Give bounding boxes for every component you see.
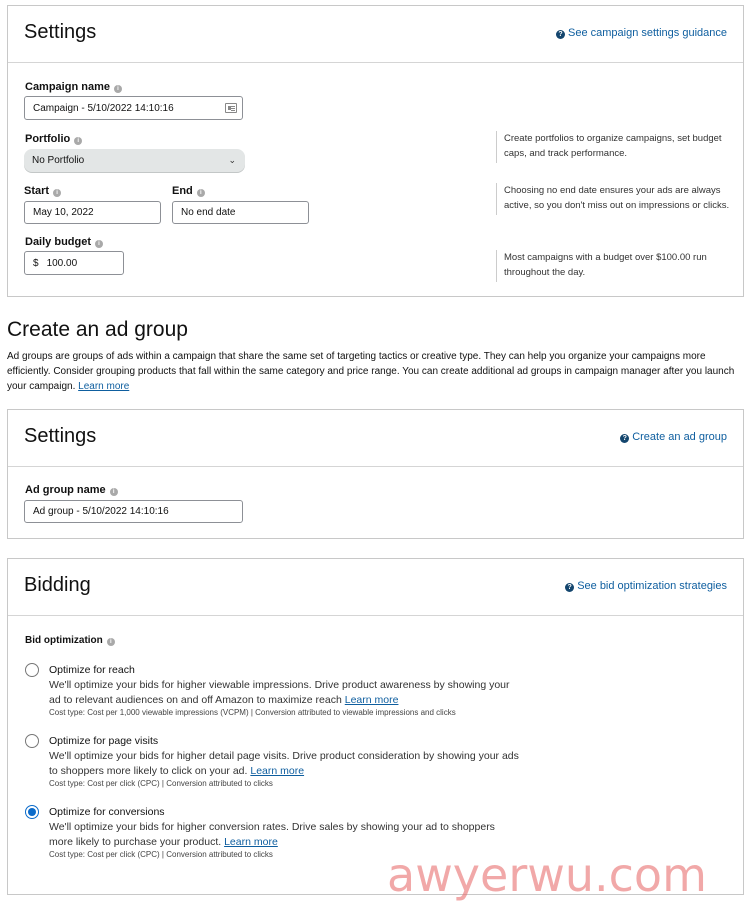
bid-option-cost-type: Cost type: Cost per click (CPC) | Conversion attributed to clicks [49,850,273,859]
info-icon: i [110,488,118,496]
budget-help-text: Most campaigns with a budget over $100.00 run throughout the day. [496,250,731,282]
ad-group-learn-more-link[interactable]: Learn more [78,381,130,392]
card-icon [225,103,237,113]
bidding-title: Bidding [24,574,91,596]
portfolio-label: Portfolio i [25,133,82,145]
bid-optimization-label: Bid optimization i [25,635,115,646]
bid-option-description: We'll optimize your bids for higher conversion rates. Drive sales by showing your ad to shoppers more likely to purchase your product. Learn more [49,821,495,848]
ad-group-section-title: Create an ad group [7,318,188,341]
info-icon: i [95,240,103,248]
bid-option-title: Optimize for page visits [49,735,159,747]
radio-button-selected[interactable] [25,805,39,819]
ad-group-section-description: Ad groups are groups of ads within a campaign that share the same set of targeting tactics or creative type. They can help you organize your campaigns more efficiently. Consider grouping products that fall within the same category and price range. You can create additional ad groups in campaign manager after you launch your campaign. Learn more [7,351,735,392]
watermark-text: awyerwu.com [387,848,707,902]
ad-group-settings-title: Settings [24,425,97,447]
chevron-down-icon: ⌄ [228,155,236,165]
campaign-name-label: Campaign name i [25,81,122,93]
end-date-input[interactable]: No end date [172,201,309,224]
start-label: Start i [24,185,61,197]
campaign-settings-header [8,6,743,63]
portfolio-help-text: Create portfolios to organize campaigns, set budget caps, and track performance. [496,131,731,163]
bid-option-title: Optimize for reach [49,664,135,676]
campaign-settings-card [7,5,744,297]
campaign-name-input[interactable]: Campaign - 5/10/2022 14:10:16 [24,96,243,120]
help-circle-icon: ? [565,583,574,592]
bid-option-description: We'll optimize your bids for higher detail page visits. Drive product consideration by showing your ads to shoppers more likely to click on your ad. Learn more [49,750,519,777]
info-icon: i [114,85,122,93]
bid-option-title: Optimize for conversions [49,806,165,818]
start-date-input[interactable]: May 10, 2022 [24,201,161,224]
ad-group-settings-card [7,409,744,539]
help-circle-icon: ? [556,30,565,39]
bid-option-page-visits[interactable] [25,734,525,790]
bid-option-reach[interactable] [25,663,525,719]
help-circle-icon: ? [620,434,629,443]
currency-symbol: $ [33,257,39,269]
dates-help-text: Choosing no end date ensures your ads are always active, so you don't miss out on impressions or clicks. [496,183,731,215]
campaign-settings-title: Settings [24,21,97,43]
daily-budget-label: Daily budget i [25,236,103,248]
end-label: End i [172,185,205,197]
learn-more-link[interactable]: Learn more [224,836,278,848]
bid-strategies-link[interactable]: ? See bid optimization strategies [565,580,727,592]
info-icon: i [107,638,115,646]
learn-more-link[interactable]: Learn more [250,765,305,777]
bidding-header [8,559,743,616]
bid-option-cost-type: Cost type: Cost per 1,000 viewable impressions (VCPM) | Conversion attributed to viewable impressions and clicks [49,708,456,717]
radio-button[interactable] [25,734,39,748]
create-ad-group-link[interactable]: ? Create an ad group [620,431,727,443]
ad-group-name-input[interactable]: Ad group - 5/10/2022 14:10:16 [24,500,243,523]
campaign-settings-guidance-link[interactable]: ? See campaign settings guidance [556,27,727,39]
portfolio-select[interactable]: No Portfolio ⌄ [24,149,245,172]
ad-group-name-label: Ad group name i [25,484,118,496]
info-icon: i [53,189,61,197]
bid-option-description: We'll optimize your bids for higher viewable impressions. Drive product awareness by showing your ad to relevant audiences on and off Amazon to maximize reach Learn more [49,679,510,706]
info-icon: i [74,137,82,145]
learn-more-link[interactable]: Learn more [344,694,399,706]
radio-button[interactable] [25,663,39,677]
bid-option-cost-type: Cost type: Cost per click (CPC) | Conversion attributed to clicks [49,779,273,788]
info-icon: i [197,189,205,197]
ad-group-settings-header [8,410,743,467]
daily-budget-input[interactable]: $ 100.00 [24,251,124,275]
bidding-card [7,558,744,895]
